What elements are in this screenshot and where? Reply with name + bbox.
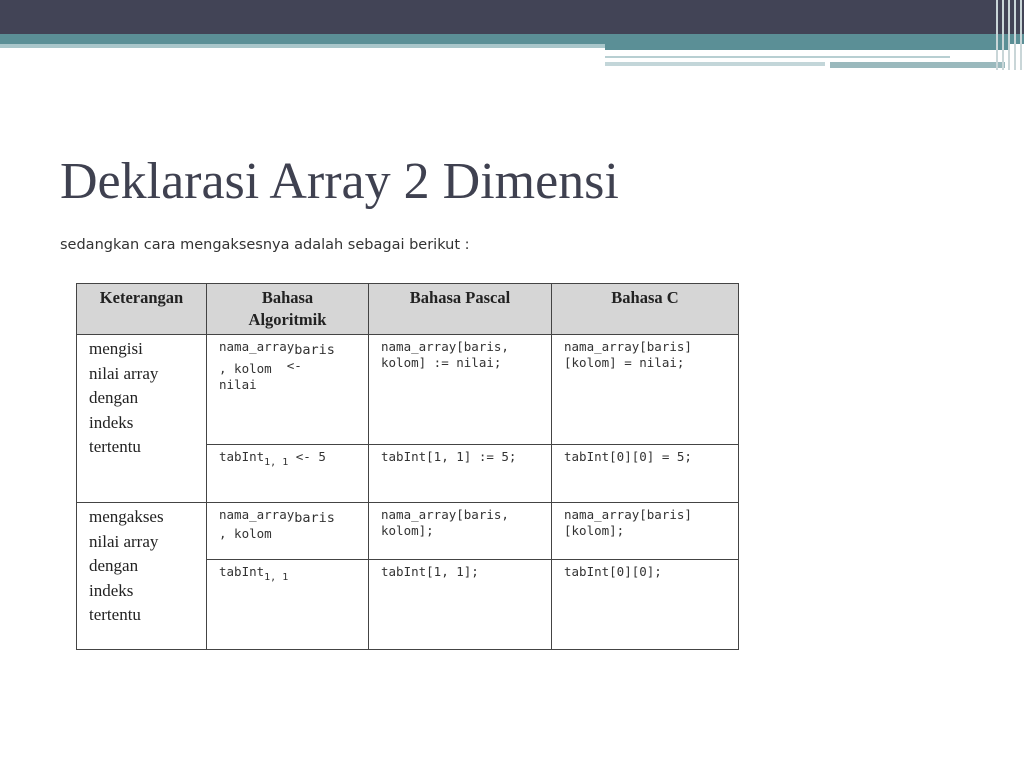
alg-rest: , kolom xyxy=(219,361,272,376)
alg-access-generic xyxy=(207,503,369,560)
header-c: Bahasa C xyxy=(552,284,739,335)
alg-array-name: tabInt xyxy=(219,564,265,579)
slide-subtitle: sedangkan cara mengaksesnya adalah sebagai berikut : xyxy=(60,237,470,253)
alg-rest: , kolom xyxy=(219,526,272,541)
header-accent-block xyxy=(605,44,1010,50)
c-access-example: tabInt[0][0]; xyxy=(552,560,739,650)
header-keterangan: Keterangan xyxy=(77,284,207,335)
table-row xyxy=(77,335,739,445)
c-access-generic: nama_array[baris][kolom]; xyxy=(552,503,739,560)
header-decor-line xyxy=(605,62,825,66)
header-decor-line xyxy=(605,56,950,58)
c-assign-example: tabInt[0][0] = 5; xyxy=(552,445,739,503)
desc-mengisi: mengisi nilai array dengan indeks tertentu xyxy=(77,335,207,503)
pascal-access-example: tabInt[1, 1]; xyxy=(369,560,552,650)
array-access-table xyxy=(76,283,739,650)
alg-arrow: <- xyxy=(286,358,302,373)
alg-assign-generic xyxy=(207,335,369,445)
header-bar xyxy=(0,0,1024,34)
header-pascal: Bahasa Pascal xyxy=(369,284,552,335)
header-accent-stripe xyxy=(0,34,1024,44)
alg-array-name: tabInt xyxy=(219,449,265,464)
alg-array-name: nama_array xyxy=(219,507,295,522)
alg-assign-example xyxy=(207,445,369,503)
table-row xyxy=(77,503,739,560)
c-assign-generic: nama_array[baris][kolom] = nilai; xyxy=(552,335,739,445)
alg-subscript: 1, 1 xyxy=(264,457,289,468)
pascal-access-generic: nama_array[baris, kolom]; xyxy=(369,503,552,560)
alg-access-example xyxy=(207,560,369,650)
alg-rest: <- 5 xyxy=(295,449,326,464)
pascal-assign-generic: nama_array[baris, kolom] := nilai; xyxy=(369,335,552,445)
pascal-assign-example: tabInt[1, 1] := 5; xyxy=(369,445,552,503)
alg-subscript: 1, 1 xyxy=(264,572,289,583)
header-decor-line xyxy=(830,62,1005,68)
desc-mengakses: mengakses nilai array dengan indeks tertentu xyxy=(77,503,207,650)
alg-subscript: baris xyxy=(294,342,335,358)
header-algoritmik: Bahasa Algoritmik xyxy=(207,284,369,335)
header-accent-line xyxy=(0,44,610,48)
table-header-row xyxy=(77,284,739,335)
alg-value: nilai xyxy=(219,377,257,392)
header-vertical-stripes xyxy=(994,0,1024,70)
slide-title: Deklarasi Array 2 Dimensi xyxy=(60,153,619,210)
alg-array-name: nama_array xyxy=(219,339,295,354)
alg-subscript: baris xyxy=(294,510,335,526)
